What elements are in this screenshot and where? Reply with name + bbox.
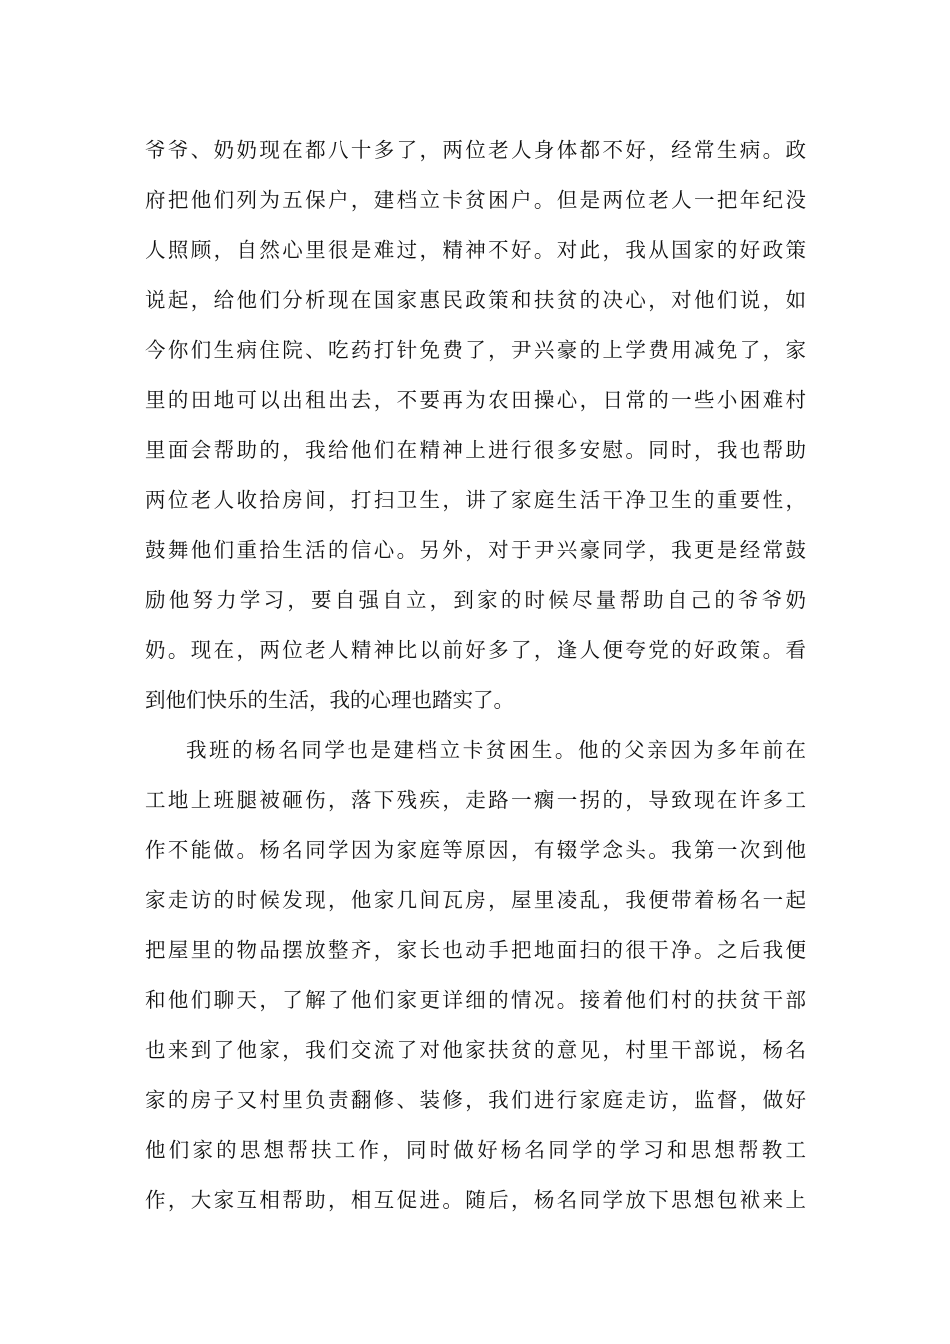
text-line: 家走访的时候发现，他家几间瓦房，屋里凌乱，我便带着杨名一起 [145,888,806,912]
text-line: 府把他们列为五保户，建档立卡贫困户。但是两位老人一把年纪没 [145,188,806,212]
text-line: 作，大家互相帮助，相互促进。随后，杨名同学放下思想包袱来上 [145,1188,806,1212]
text-line: 鼓舞他们重拾生活的信心。另外，对于尹兴豪同学，我更是经常鼓 [145,538,806,562]
text-line: 我班的杨名同学也是建档立卡贫困生。他的父亲因为多年前在 [186,738,806,762]
text-line: 也来到了他家，我们交流了对他家扶贫的意见，村里干部说，杨名 [145,1038,806,1062]
text-line: 工地上班腿被砸伤，落下残疾，走路一瘸一拐的，导致现在许多工 [145,788,806,812]
text-line: 今你们生病住院、吃药打针免费了，尹兴豪的上学费用减免了，家 [145,338,806,362]
text-line: 家的房子又村里负责翻修、装修，我们进行家庭走访，监督，做好 [145,1088,806,1112]
text-line: 说起，给他们分析现在国家惠民政策和扶贫的决心，对他们说，如 [145,288,806,312]
text-line: 到他们快乐的生活，我的心理也踏实了。 [145,688,514,712]
text-line: 和他们聊天，了解了他们家更详细的情况。接着他们村的扶贫干部 [145,988,806,1012]
text-line: 爷爷、奶奶现在都八十多了，两位老人身体都不好，经常生病。政 [145,138,806,162]
text-line: 作不能做。杨名同学因为家庭等原因，有辍学念头。我第一次到他 [145,838,806,862]
text-line: 人照顾，自然心里很是难过，精神不好。对此，我从国家的好政策 [145,238,806,262]
text-line: 他们家的思想帮扶工作，同时做好杨名同学的学习和思想帮教工 [145,1138,806,1162]
text-line: 把屋里的物品摆放整齐，家长也动手把地面扫的很干净。之后我便 [145,938,806,962]
text-line: 里面会帮助的，我给他们在精神上进行很多安慰。同时，我也帮助 [145,438,806,462]
text-line: 里的田地可以出租出去，不要再为农田操心，日常的一些小困难村 [145,388,806,412]
text-line: 励他努力学习，要自强自立，到家的时候尽量帮助自己的爷爷奶 [145,588,806,612]
text-line: 两位老人收拾房间，打扫卫生，讲了家庭生活干净卫生的重要性， [145,488,806,512]
text-line: 奶。现在，两位老人精神比以前好多了，逢人便夸党的好政策。看 [145,638,806,662]
